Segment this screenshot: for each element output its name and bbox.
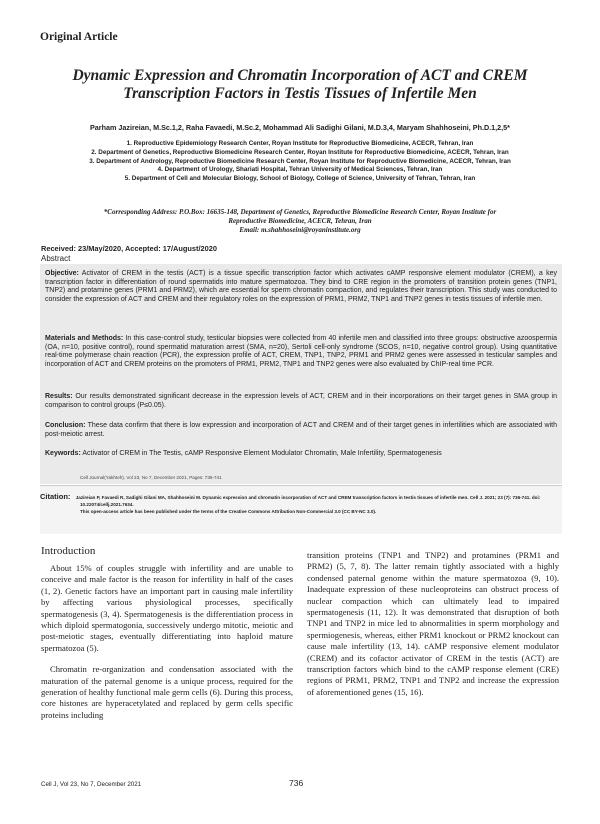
affiliation-2: 2. Department of Genetics, Reproductive Biomedicine Research Center, Royan Institute for Reproductive Biomedicine, ACECR, Tehran, Iran: [91, 148, 509, 156]
intro-left-column: [41, 563, 293, 731]
footer-journal: Cell J, Vol 23, No 7, December 2021: [41, 781, 142, 788]
citation-block: [40, 492, 556, 516]
title-line-2: Transcription Factors in Testis Tissues of Infertile Men: [123, 85, 477, 102]
citation-label: Citation:: [40, 492, 71, 501]
corresponding-line-1: *Corresponding Address: P.O.Box: 16635-148, Department of Genetics, Reproductive Biomedicine Research Center, Royan Institute for: [103, 208, 497, 216]
results-label: Results:: [45, 393, 73, 400]
article-title: [40, 67, 560, 103]
abstract-keywords: [45, 450, 557, 459]
abstract-results: [45, 393, 557, 410]
abstract-objective: [45, 270, 557, 304]
conclusion-text: These data confirm that there is low expression and incorporation of ACT and CREM and of their target genes in infertilities which are associated with post-meiotic arrest.: [45, 422, 557, 438]
citation-text: Jazireian P, Favaedi R, Sadighi Gilani MA, Shahhoseini M. Dynamic expression and chromatin incorporation of ACT and CREM transcription factors in testis tissues of infertile men. Cell J. 2021; 23 (7): 736-741. doi: 10.22074/cellj.2021.7634.: [75, 495, 541, 508]
methods-label: Materials and Methods:: [45, 335, 124, 342]
received-dates: Received: 23/May/2020, Accepted: 17/August/2020: [41, 244, 217, 253]
conclusion-label: Conclusion:: [45, 422, 86, 429]
affiliations: [40, 140, 560, 184]
affiliation-1: 1. Reproductive Epidemiology Research Center, Royan Institute for Reproductive Biomedicine, ACECR, Tehran, Iran: [126, 140, 474, 147]
results-text: Our results demonstrated significant decrease in the expression levels of ACT, CREM and in their incorporations on their target genes in SMA group in comparison to control groups (P≤0.05).: [45, 393, 558, 409]
title-line-1: Dynamic Expression and Chromatin Incorporation of ACT and CREM: [72, 67, 528, 84]
page-number: 736: [289, 778, 304, 788]
intro-paragraph-1: About 15% of couples struggle with infertility and are unable to conceive and male factor is the reason for infertility in half of the cases (1, 2). Genetic factors have an important part in causing male infertility by affecting various physiological processes, specifically spermatogenesis (3, 4). Spermatogenesis is the differentiation process in which diploid spermatogonia, successively undergo mitotic, meiotic and post-meiotic stages, eventually differentiating into haploid mature spermatozoa (5).: [41, 563, 293, 653]
corresponding-line-2: Reproductive Biomedicine, ACECR, Tehran, Iran: [228, 217, 372, 225]
affiliation-3: 3. Department of Andrology, Reproductive Biomedicine Research Center, Royan Institute for Reproductive Biomedicine, ACECR, Tehran, Iran: [89, 157, 511, 165]
corresponding-email[interactable]: Email: m.shahhoseini@royaninstitute.org: [239, 226, 361, 234]
citation-license: This open-access article has been published under the terms of the Creative Commons Attribution Non-Commercial 3.0 (CC BY-NC 3.0).: [80, 509, 377, 515]
author-list: Parham Jazireian, M.Sc.1,2, Raha Favaedi, M.Sc.2, Mohammad Ali Sadighi Gilani, M.D.3,4, Maryam Shahhoseini, Ph.D.1,2,5*: [90, 123, 510, 132]
keywords-text: Activator of CREM in The Testis, cAMP Responsive Element Modulator Chromatin, Male Infertility, Spermatogenesis: [82, 450, 442, 457]
objective-label: Objective:: [45, 270, 79, 277]
keywords-label: Keywords:: [45, 450, 81, 457]
affiliation-5: 5. Department of Cell and Molecular Biology, School of Biology, College of Science, University of Tehran, Tehran, Iran: [124, 175, 476, 183]
abstract-heading: Abstract: [41, 254, 71, 263]
abstract-methods: [45, 335, 557, 369]
intro-paragraph-2: Chromatin re-organization and condensation associated with the maturation of the paternal genome is a unique process, required for the generation of healthy functional male germ cells (6). During this process, core histones are hyperacetylated and replaced by germ cells specific proteins including: [41, 664, 294, 720]
intro-paragraph-3: transition proteins (TNP1 and TNP2) and protamines (PRM1 and PRM2) (5, 7, 8). The latter remain tightly associated with a highly condensed paternal genome within the mature spermatozoa (9, 10). Inadequate expression of these nucleoproteins can obstruct process of nuclear compaction which can ultimately lead to impaired spermatogenesis (11, 12). It was demonstrated that disruption of both TNP1 and TNP2 in mice led to abnormalities in sperm morphology and spermiogenesis, whereas, either PRM1 knockout or PRM2 knockout can cause male infertility (13, 14). cAMP responsive element modulator (CREM) and its cofactor activator of CREM in the testis (ACT) are transcription factors which bind to the cAMP response element (CRE) regions of PRM1, PRM2, TNP1 and TNP2 and increase the expression of aforementioned genes (15, 16).: [307, 550, 559, 697]
section-label: Original Article: [40, 31, 118, 43]
page-info: Cell Journal(Yakhteh), Vol 23, No 7, December 2021, Pages: 736-741: [80, 475, 222, 480]
intro-right-column: [307, 550, 559, 708]
abstract-conclusion: [45, 422, 557, 439]
methods-text: In this case-control study, testicular biopsies were collected from 40 infertile men and classified into three groups: obstructive azoospermia (OA, n=10, positive control), round spermatid maturation arrest (SMA, n=20), Sertoli cell-only syndrome (SCOS, n=10, negative control group). Using quantitative real-time polymerase chain reaction (PCR), the expression profile of ACT, CREM, TNP1, TNP2, PRM1 and PRM2 genes were assessed in testicular samples and incorporation of ACT and CREM proteins on the promoters of PRM1, PRM2, TNP1 and TNP2 genes were also evaluated by ChIP-real time PCR.: [45, 335, 558, 368]
introduction-heading: Introduction: [41, 545, 96, 557]
affiliation-4: 4. Department of Urology, Shariati Hospital, Tehran University of Medical Sciences, Tehran, Iran: [157, 166, 443, 174]
objective-text: Activator of CREM in the testis (ACT) is a tissue specific transcription factor which activates cAMP responsive element modulator (CREM), a key transcription factor in differentiation of round spermatids into mature spermatozoa. They bind to CRE region in the promoters of transition protein genes (TNP1, TNP2) and protamine genes (PRM1 and PRM2), which are essential for sperm chromatin compaction, and regulates their transcription. This study was conducted to consider the expression of ACT and CREM and their regulatory roles on the expression of PRM1, PRM2, TNP1 and TNP2 genes in testis tissues of infertile men.: [45, 270, 558, 303]
corresponding-address: [40, 208, 560, 235]
